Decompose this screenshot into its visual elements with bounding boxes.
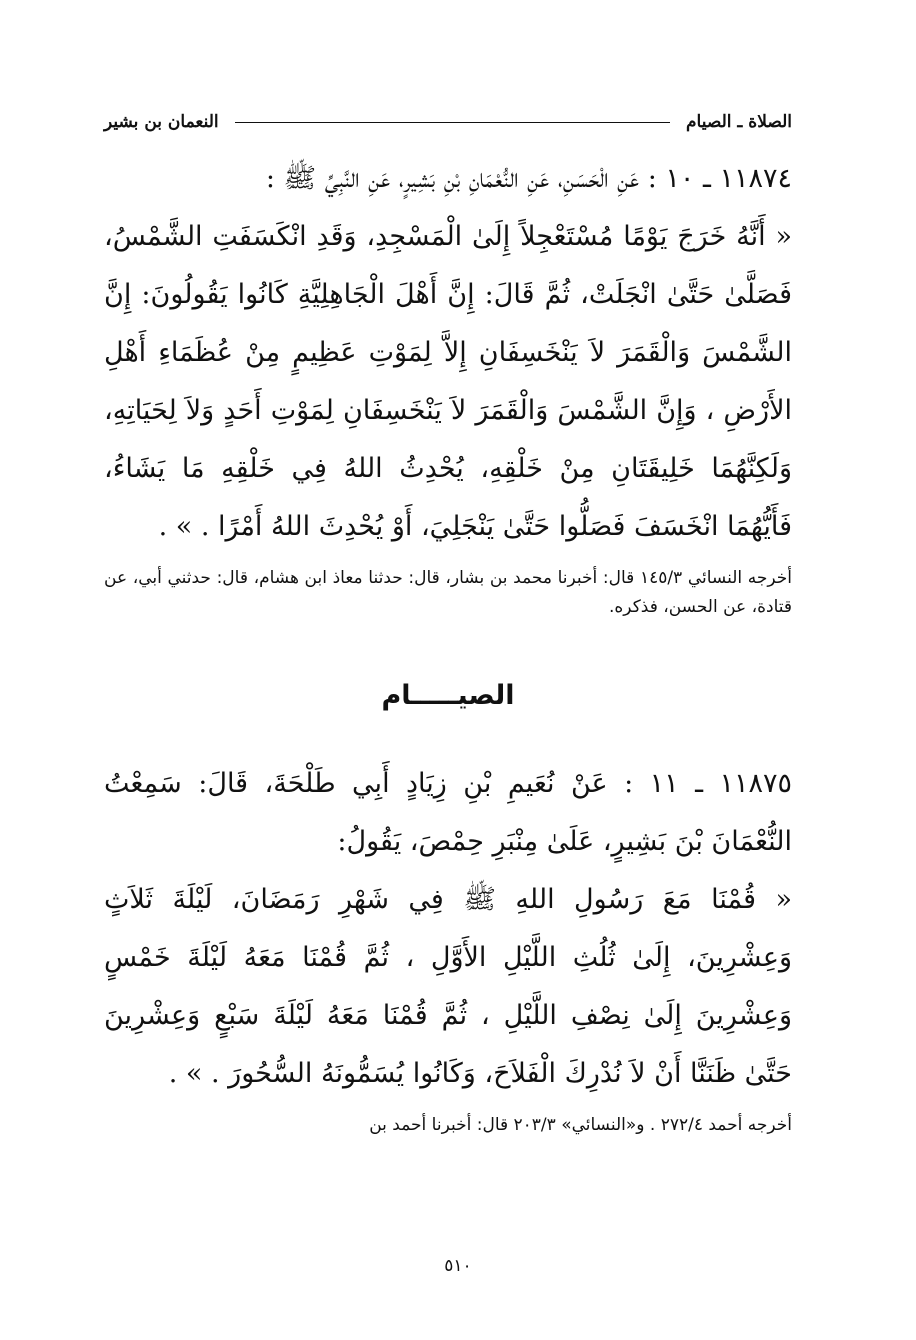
header-narrator-name: النعمان بن بشير — [104, 112, 219, 132]
hadith-text — [104, 755, 792, 1103]
hadith-isnad: ١١٨٧٥ ـ ١١ : عَنْ نُعَيمِ بْنِ زِيَادٍ أَبِي طَلْحَةَ، قَالَ: سَمِعْتُ النُّعْمَانَ بْنَ بَشِيرٍ، عَلَىٰ مِنْبَرِ حِمْصَ، يَقُولُ: — [104, 768, 793, 857]
hadith-source-note: أخرجه أحمد ٢٧٢/٤ . و«النسائي» ٢٠٣/٣ قال: أخبرنا أحمد بن — [369, 1115, 792, 1135]
hadith-source-note: أخرجه النسائي ١٤٥/٣ قال: أخبرنا محمد بن بشار، قال: حدثنا معاذ ابن هشام، قال: حدثني أبي، عن قتادة، عن الحسن، فذكره. — [104, 568, 792, 617]
hadith-matn: « قُمْنَا مَعَ رَسُولِ اللهِ ﷺ فِي شَهْرِ رَمَضَانَ، لَيْلَةَ ثَلاَثٍ وَعِشْرِينَ، إِلَىٰ ثُلُثِ اللَّيْلِ الأَوَّلِ ، ثُمَّ قُمْنَا مَعَهُ لَيْلَةَ خَمْسٍ وَعِشْرِينَ إِلَىٰ نِصْفِ اللَّيْلِ ، ثُمَّ قُمْنَا مَعَهُ لَيْلَةَ سَبْعٍ وَعِشْرِينَ حَتَّىٰ ظَنَنَّا أَنْ لاَ نُدْرِكَ الْفَلاَحَ، وَكَانُوا يُسَمُّونَهُ السُّحُورَ . » . — [104, 884, 792, 1089]
hadith-isnad: ١١٨٧٤ ـ ١٠ : عَنِ الْحَسَنِ، عَنِ النُّعْمَانِ بْنِ بَشِيرٍ، عَنِ النَّبِيِّ ﷺ : — [265, 163, 792, 194]
running-header — [104, 112, 792, 132]
hadith-11874 — [104, 150, 792, 622]
hadith-text — [104, 150, 792, 556]
page-number: ٥١٠ — [444, 1256, 472, 1276]
header-rule — [235, 122, 670, 123]
section-title: الصيـــــام — [381, 680, 515, 711]
hadith-matn: « أَنَّهُ خَرَجَ يَوْمًا مُسْتَعْجِلاً إِلَىٰ الْمَسْجِدِ، وَقَدِ انْكَسَفَتِ الشَّمْسُ، فَصَلَّىٰ حَتَّىٰ انْجَلَتْ، ثُمَّ قَالَ: إِنَّ أَهْلَ الْجَاهِلِيَّةِ كَانُوا يَقُولُونَ: إِنَّ الشَّمْسَ وَالْقَمَرَ لاَ يَنْخَسِفَانِ إِلاَّ لِمَوْتِ عَظِيمٍ مِنْ عُظَمَاءِ أَهْلِ الأَرْضِ ، وَإِنَّ الشَّمْسَ وَالْقَمَرَ لاَ يَنْخَسِفَانِ لِمَوْتِ أَحَدٍ وَلاَ لِحَيَاتِهِ، وَلَكِنَّهُمَا خَلِيقَتَانِ مِنْ خَلْقِهِ، يُحْدِثُ اللهُ فِي خَلْقِهِ مَا يَشَاءُ، فَأَيُّهُمَا انْخَسَفَ فَصَلُّوا حَتَّىٰ يَنْجَلِيَ، أَوْ يُحْدِثَ اللهُ أَمْرًا . » . — [104, 221, 792, 542]
hadith-11875 — [104, 755, 792, 1140]
page-body — [104, 150, 792, 1140]
header-chapter-title: الصلاة ـ الصيام — [686, 112, 792, 132]
